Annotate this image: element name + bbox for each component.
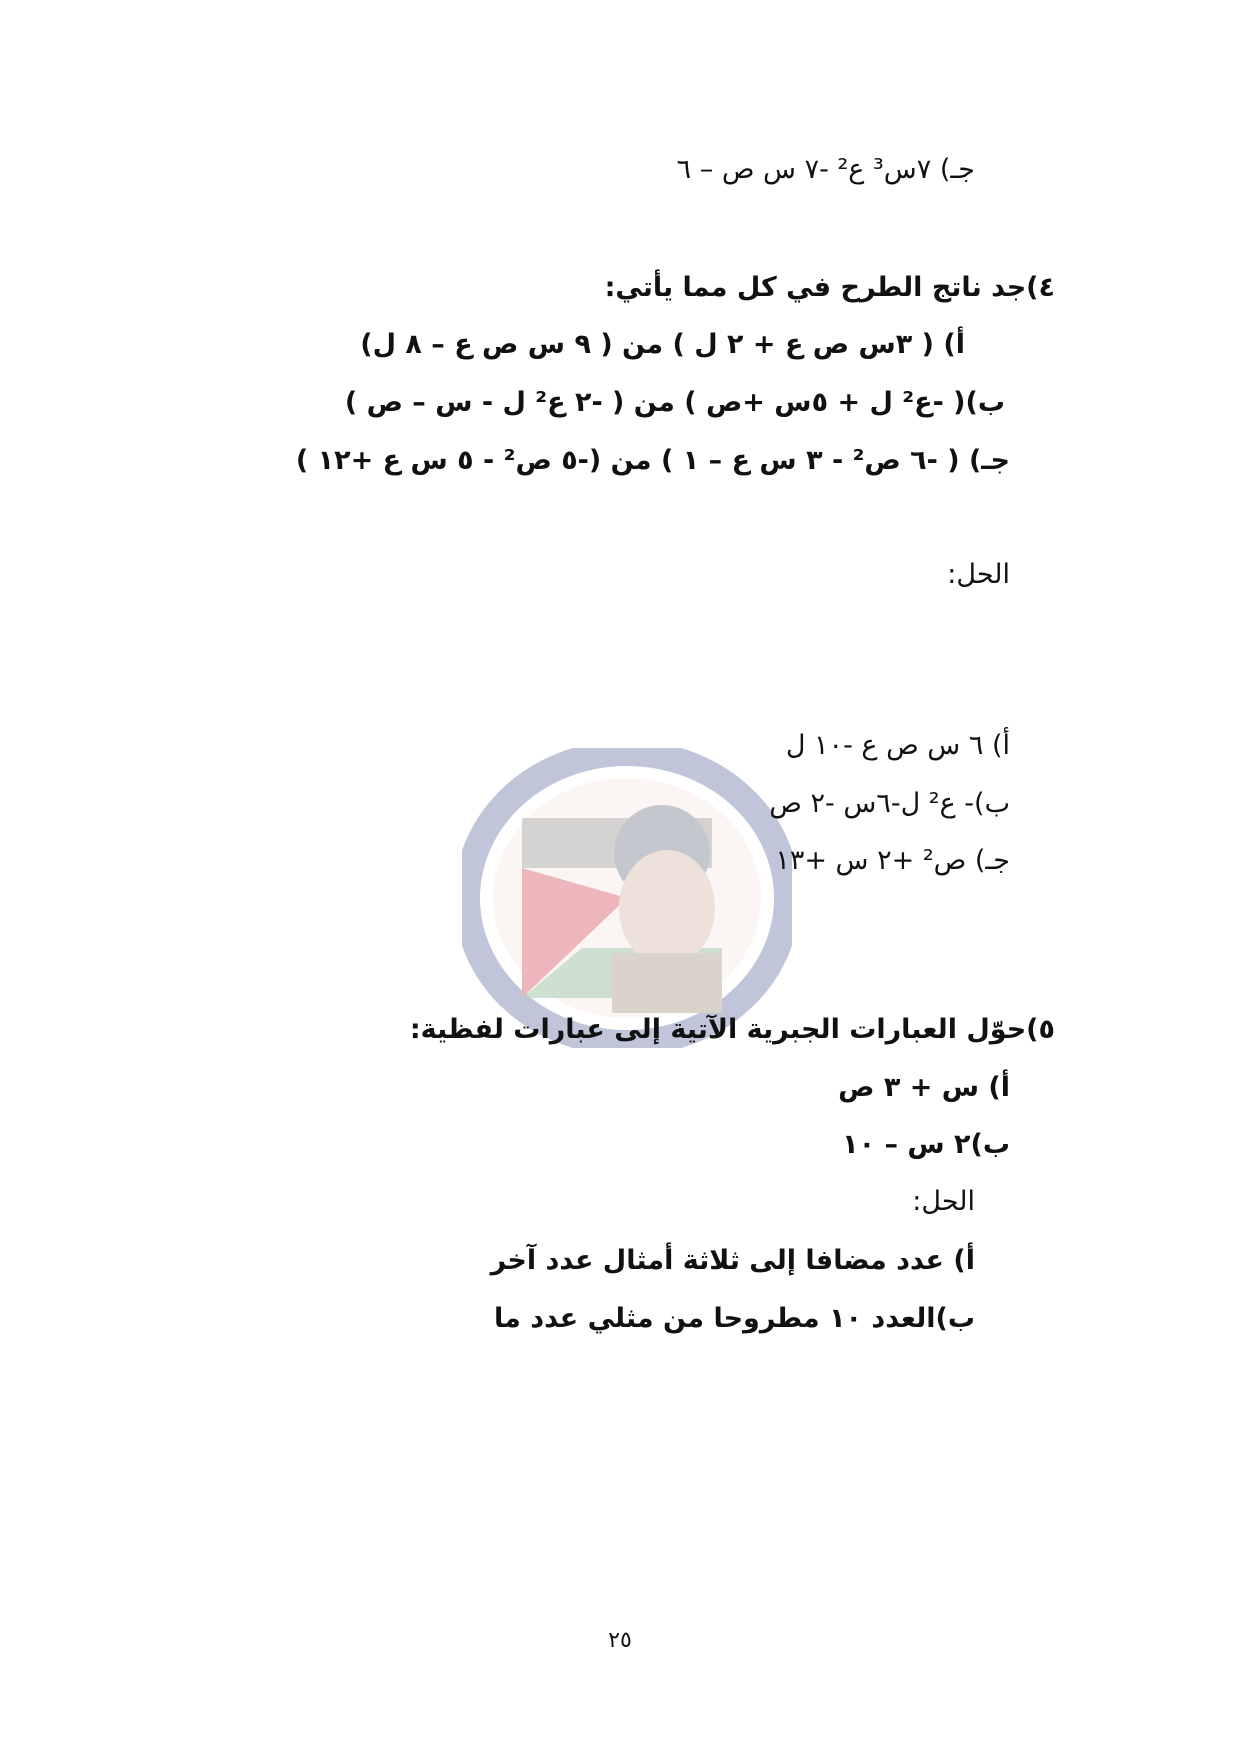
question-4-answer-c: جـ) ص² +٢ س +١٣: [775, 845, 1010, 876]
question-4-title: ٤)جد ناتج الطرح في كل مما يأتي:: [604, 272, 1055, 303]
question-5-title: ٥)حوّل العبارات الجبرية الآتية إلى عبارات لفظية:: [409, 1014, 1055, 1045]
question-5-part-b: ب)٢ س – ١٠: [842, 1129, 1010, 1160]
question-5-solution-label: الحل:: [912, 1186, 975, 1217]
question-4-solution-label: الحل:: [947, 559, 1010, 590]
question-4-part-c: جـ) ( -٦ ص² - ٣ س ع – ١ ) من (-٥ ص² - ٥ س ع +١٢ ): [295, 445, 1010, 476]
question-4-part-b: ب)( -ع² ل + ٥س +ص ) من ( -٢ ع² ل - س – ص ): [344, 387, 1005, 418]
question-5-answer-b: ب)العدد ١٠ مطروحا من مثلي عدد ما: [494, 1303, 975, 1334]
question-4-answer-b: ب)- ع² ل-٦س -٢ ص: [769, 788, 1010, 819]
emblem-watermark: [462, 748, 792, 1048]
previous-part-c: جـ) ٧س³ ع² -٧ س ص – ٦: [676, 154, 975, 185]
question-5-part-a: أ) س + ٣ ص: [838, 1072, 1010, 1103]
question-4-part-a: أ) ( ٣س ص ع + ٢ ل ) من ( ٩ س ص ع – ٨ ل): [360, 329, 965, 360]
question-5-answer-a: أ) عدد مضافا إلى ثلاثة أمثال عدد آخر: [490, 1245, 975, 1276]
page-number: ٢٥: [608, 1628, 632, 1653]
question-4-answer-a: أ) ٦ س ص ع -١٠ ل: [785, 730, 1010, 761]
